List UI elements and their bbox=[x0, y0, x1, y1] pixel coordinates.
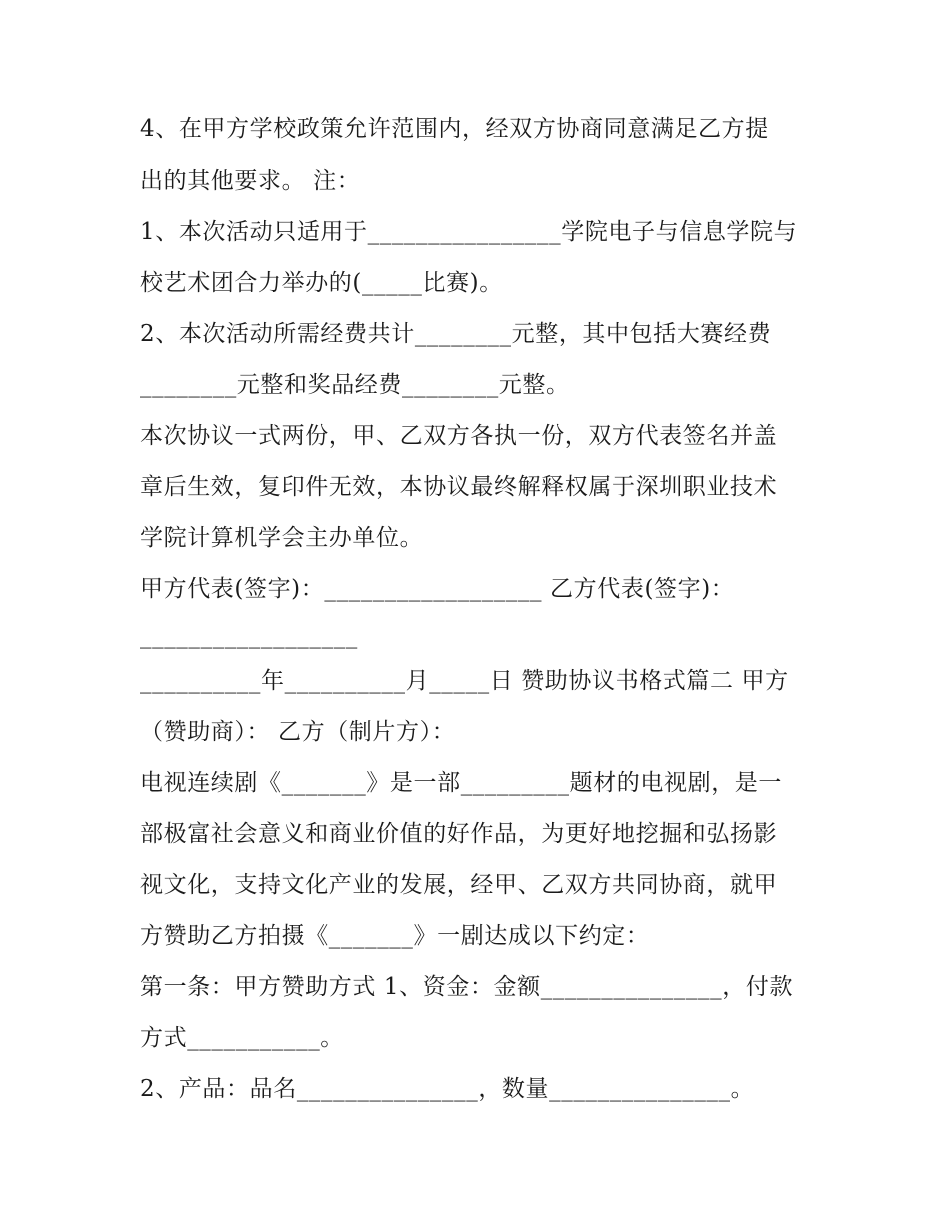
paragraph-line: 2、产品：品名_______________，数量_______________。 bbox=[140, 1076, 755, 1102]
date-line: __________年__________月_____日 赞助协议书格式篇二 甲方 bbox=[140, 668, 789, 694]
paragraph-line: 学院计算机学会主办单位。 bbox=[140, 525, 424, 551]
paragraph-line: 视文化，支持文化产业的发展，经甲、乙双方共同协商，就甲 bbox=[140, 872, 778, 898]
paragraph-line: 本次协议一式两份，甲、乙双方各执一份，双方代表签名并盖 bbox=[140, 423, 778, 449]
signature-line-representatives: 甲方代表(签字)：__________________ 乙方代表(签字)： bbox=[140, 576, 735, 602]
paragraph-line: 4、在甲方学校政策允许范围内，经双方协商同意满足乙方提 bbox=[140, 116, 769, 142]
paragraph-line: 章后生效，复印件无效，本协议最终解释权属于深圳职业技术 bbox=[140, 474, 778, 500]
paragraph-line: 1、本次活动只适用于________________学院电子与信息学院与 bbox=[140, 219, 798, 245]
signature-blank: __________________ bbox=[140, 623, 358, 649]
paragraph-line: 方赞助乙方拍摄《_______》一剧达成以下约定： bbox=[140, 923, 650, 949]
paragraph-line: 电视连续剧《_______》是一部_________题材的电视剧，是一 bbox=[140, 770, 782, 796]
paragraph-line: 校艺术团合力举办的(_____比赛)。 bbox=[140, 270, 503, 296]
paragraph-line: 方式___________。 bbox=[140, 1025, 344, 1051]
parties-line: （赞助商）： 乙方（制片方）： bbox=[140, 719, 456, 745]
paragraph-line: 部极富社会意义和商业价值的好作品，为更好地挖掘和弘扬影 bbox=[140, 821, 778, 847]
article-one-line: 第一条：甲方赞助方式 1、资金：金额_______________，付款 bbox=[140, 974, 794, 1000]
paragraph-line: 2、本次活动所需经费共计________元整，其中包括大赛经费 bbox=[140, 321, 772, 347]
paragraph-line: 出的其他要求。 注： bbox=[140, 168, 361, 194]
paragraph-line: ________元整和奖品经费________元整。 bbox=[140, 372, 570, 398]
